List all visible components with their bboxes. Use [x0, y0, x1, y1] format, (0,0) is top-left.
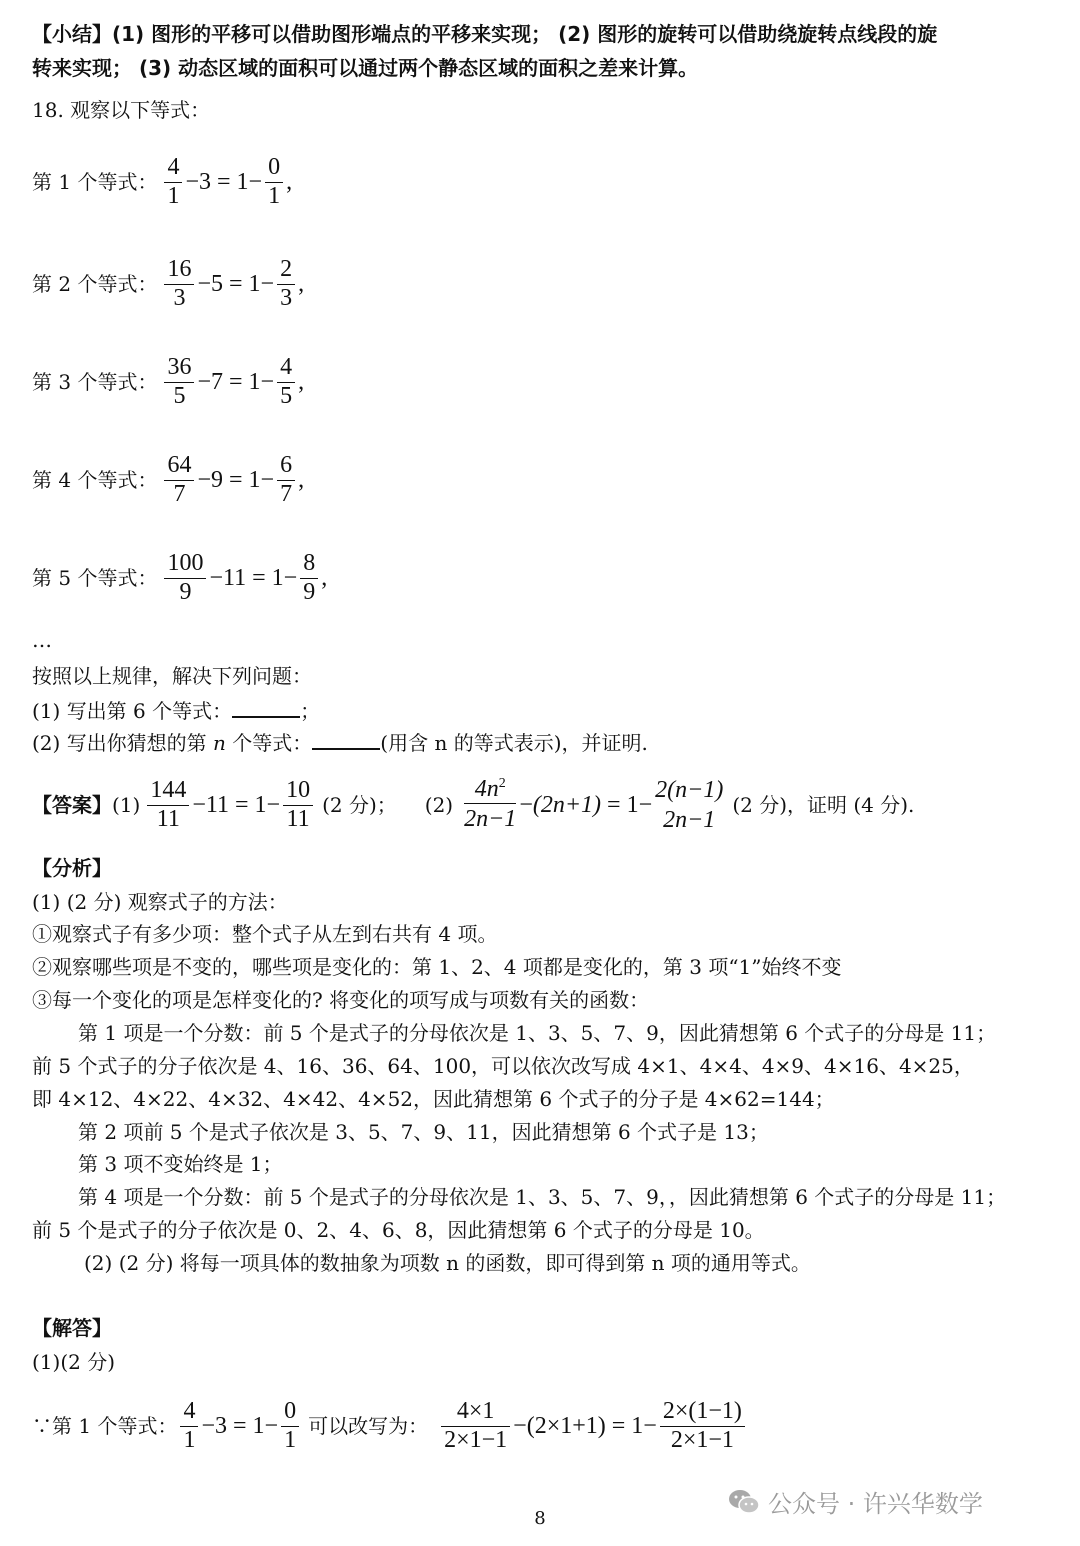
solution-label: 【解答】: [32, 1316, 112, 1340]
watermark-text: 公众号 · 许兴华数学: [768, 1490, 983, 1518]
sol-sub: 3: [215, 1413, 227, 1439]
page-number: 8: [534, 1508, 546, 1529]
analysis-detail-4: 第 2 项前 5 个是式子依次是 3、5、7、9、11，因此猜想第 6 个式子是 13；: [78, 1120, 769, 1144]
r-sub: (2×1+1): [526, 1413, 606, 1439]
solution-eq-2: $\frac{4\times 1}{2\times 1-1}$ − (2×1+1) = 1− $\frac{2\times(1-1)}{2\times 1-1}$: [438, 1398, 748, 1454]
equation-label: 第 5 个等式：: [32, 565, 158, 590]
eq-sub: 9: [211, 467, 223, 493]
a2-num-sup: 2: [498, 775, 506, 791]
problem-title: 18. 观察以下等式：: [32, 98, 211, 122]
equation-4: [32, 448, 304, 512]
eq-b-num: 4: [277, 354, 295, 383]
sol-b-den: 1: [284, 1426, 297, 1453]
eq-a-den: 3: [173, 284, 186, 311]
sol-a-den: 1: [183, 1426, 196, 1453]
eq-a-num: 64: [164, 452, 194, 481]
a1-den: 11: [156, 805, 180, 832]
equation-math: $\frac{4}{1}$ − 3 = 1− $\frac{0}{1}$ ,: [161, 154, 292, 210]
answer-label: 【答案】: [32, 792, 112, 817]
a2-b-den: 2n−1: [663, 807, 716, 833]
eq-a-den: 1: [167, 182, 180, 209]
a2-den: 2n−1: [464, 806, 517, 833]
eq-a-num: 4: [164, 154, 182, 183]
a1-b-num: 10: [283, 777, 313, 806]
a2-b-num: 2(n−1): [655, 777, 724, 803]
a1-num: 144: [147, 777, 189, 806]
sol-a-num: 4: [180, 1398, 198, 1427]
solution-p1: (1)(2 分): [32, 1350, 116, 1374]
eq-a-den: 5: [173, 382, 186, 409]
eq-b-den: 1: [268, 182, 281, 209]
a2-num: 4n: [474, 775, 499, 802]
answer-score-2: (2 分)，证明 (4 分).: [732, 792, 915, 817]
equation-1: [32, 150, 292, 214]
equation-label: 第 3 个等式：: [32, 369, 158, 394]
r-a-num: 4×1: [441, 1398, 510, 1427]
ellipsis: …: [32, 628, 52, 652]
question-1: [32, 696, 320, 724]
eq-a-num: 36: [164, 354, 194, 383]
solution-because: ∵第 1 个等式：: [32, 1413, 178, 1438]
analysis-detail-7: 前 5 个是式子的分子依次是 0、2、4、6、8，因此猜想第 6 个式子的分母是 10。: [32, 1218, 765, 1242]
q2-blank: [312, 728, 380, 750]
q2-text: (2) 写出你猜想的第: [32, 731, 214, 755]
eq-a-den: 7: [173, 480, 186, 507]
analysis-line-4: ③每一个变化的项是怎样变化的? 将变化的项写成与项数有关的函数：: [32, 988, 650, 1012]
analysis-detail-8: (2) (2 分) 将每一项具体的数抽象为项数 n 的函数，即可得到第 n 项的通用等式。: [84, 1251, 811, 1275]
analysis-line-3: ②观察哪些项是不变的，哪些项是变化的：第 1、2、4 项都是变化的，第 3 项“1”始终不变: [32, 955, 842, 979]
q1-text: (1) 写出第 6 个等式：: [32, 699, 233, 723]
eq-b-den: 3: [280, 284, 293, 311]
instruction: 按照以上规律，解决下列问题：: [32, 664, 312, 688]
analysis-line-2: ①观察式子有多少项：整个式子从左到右共有 4 项。: [32, 922, 498, 946]
answer-1-equation: $\frac{144}{11}$ − 11 = 1− $\frac{10}{11}$: [144, 777, 316, 833]
analysis-detail-6: 第 4 项是一个分数：前 5 个是式子的分母依次是 1、3、5、7、9，，因此猜想第 6 个式子的分母是 11；: [78, 1185, 1007, 1209]
answer-p1: (1): [112, 792, 141, 817]
a2-sub: (2n+1): [532, 792, 602, 818]
eq-sub: 7: [211, 369, 223, 395]
answer-2-equation: $\frac{4n^2}{2n-1}$ − (2n+1) = 1− 2(n−1) 2n−1: [464, 775, 724, 833]
eq-sub: 3: [199, 169, 211, 195]
solution-equation-line: [32, 1394, 748, 1458]
q2-n: n: [213, 731, 226, 755]
answer-score-1: (2 分)；: [322, 792, 397, 817]
r-a-den: 2×1−1: [444, 1426, 508, 1453]
a1-sub: 11: [205, 792, 229, 818]
equation-2: [32, 252, 304, 316]
a1-b-den: 11: [286, 805, 310, 832]
summary-line-2: 转来实现； (3) 动态区域的面积可以通过两个静态区域的面积之差来计算。: [32, 56, 699, 80]
eq-a-num: 16: [164, 256, 194, 285]
answer-line: [32, 772, 914, 838]
answer-p2: (2): [424, 792, 454, 817]
equation-5: [32, 546, 327, 610]
equation-math: $\frac{64}{7}$ − 9 = 1− $\frac{6}{7}$ ,: [161, 452, 304, 508]
q1-post: ；: [300, 699, 321, 723]
eq-sub: 11: [223, 565, 247, 591]
eq-b-num: 6: [277, 452, 295, 481]
summary-line-1: [32, 22, 937, 47]
equation-math: $\frac{16}{3}$ − 5 = 1− $\frac{2}{3}$ ,: [161, 256, 304, 312]
analysis-detail-3: 即 4×12、4×22、4×32、4×42、4×52，因此猜想第 6 个式子的分子是 4×62=144；: [32, 1087, 835, 1111]
eq-a-den: 9: [179, 578, 192, 605]
q1-blank: [232, 696, 300, 718]
eq-b-num: 2: [277, 256, 295, 285]
solution-eq-1: $\frac{4}{1}$ − 3 = 1− $\frac{0}{1}$: [177, 1398, 302, 1454]
eq-b-num: 0: [265, 154, 283, 183]
question-2: [32, 728, 648, 756]
eq-sub: 5: [211, 271, 223, 297]
equation-label: 第 2 个等式：: [32, 271, 158, 296]
r-b-num: 2×(1−1): [660, 1398, 745, 1427]
analysis-label: 【分析】: [32, 856, 112, 880]
equation-label: 第 1 个等式：: [32, 169, 158, 194]
eq-b-den: 9: [303, 578, 316, 605]
sol-b-num: 0: [281, 1398, 299, 1427]
eq-a-num: 100: [164, 550, 206, 579]
equation-math: $\frac{36}{5}$ − 7 = 1− $\frac{4}{5}$ ,: [161, 354, 304, 410]
summary-label: 【小结】: [32, 22, 112, 46]
equation-label: 第 4 个等式：: [32, 467, 158, 492]
analysis-line-1: (1) (2 分) 观察式子的方法：: [32, 890, 288, 914]
analysis-detail-5: 第 3 项不变始终是 1；: [78, 1152, 283, 1176]
analysis-detail-2: 前 5 个式子的分子依次是 4、16、36、64、100，可以依次改写成 4×1、4×4、4×9、4×16、4×25，: [32, 1054, 974, 1078]
eq-b-num: 8: [300, 550, 318, 579]
analysis-detail-1: 第 1 项是一个分数：前 5 个是式子的分母依次是 1、3、5、7、9，因此猜想第 6 个式子的分母是 11；: [78, 1021, 997, 1045]
equation-math: $\frac{100}{9}$ − 11 = 1− $\frac{8}{9}$ ,: [161, 550, 327, 606]
q2-mid: 个等式：: [225, 731, 313, 755]
solution-rewrite: 可以改写为：: [308, 1413, 429, 1438]
eq-b-den: 7: [280, 480, 293, 507]
summary-text-1: (1) 图形的平移可以借助图形端点的平移来实现； (2) 图形的旋转可以借助绕旋转点线段的旋: [112, 22, 938, 46]
eq-b-den: 5: [280, 382, 293, 409]
equation-3: [32, 350, 304, 414]
q2-post: (用含 n 的等式表示)，并证明.: [380, 731, 648, 755]
r-b-den: 2×1−1: [670, 1426, 734, 1453]
